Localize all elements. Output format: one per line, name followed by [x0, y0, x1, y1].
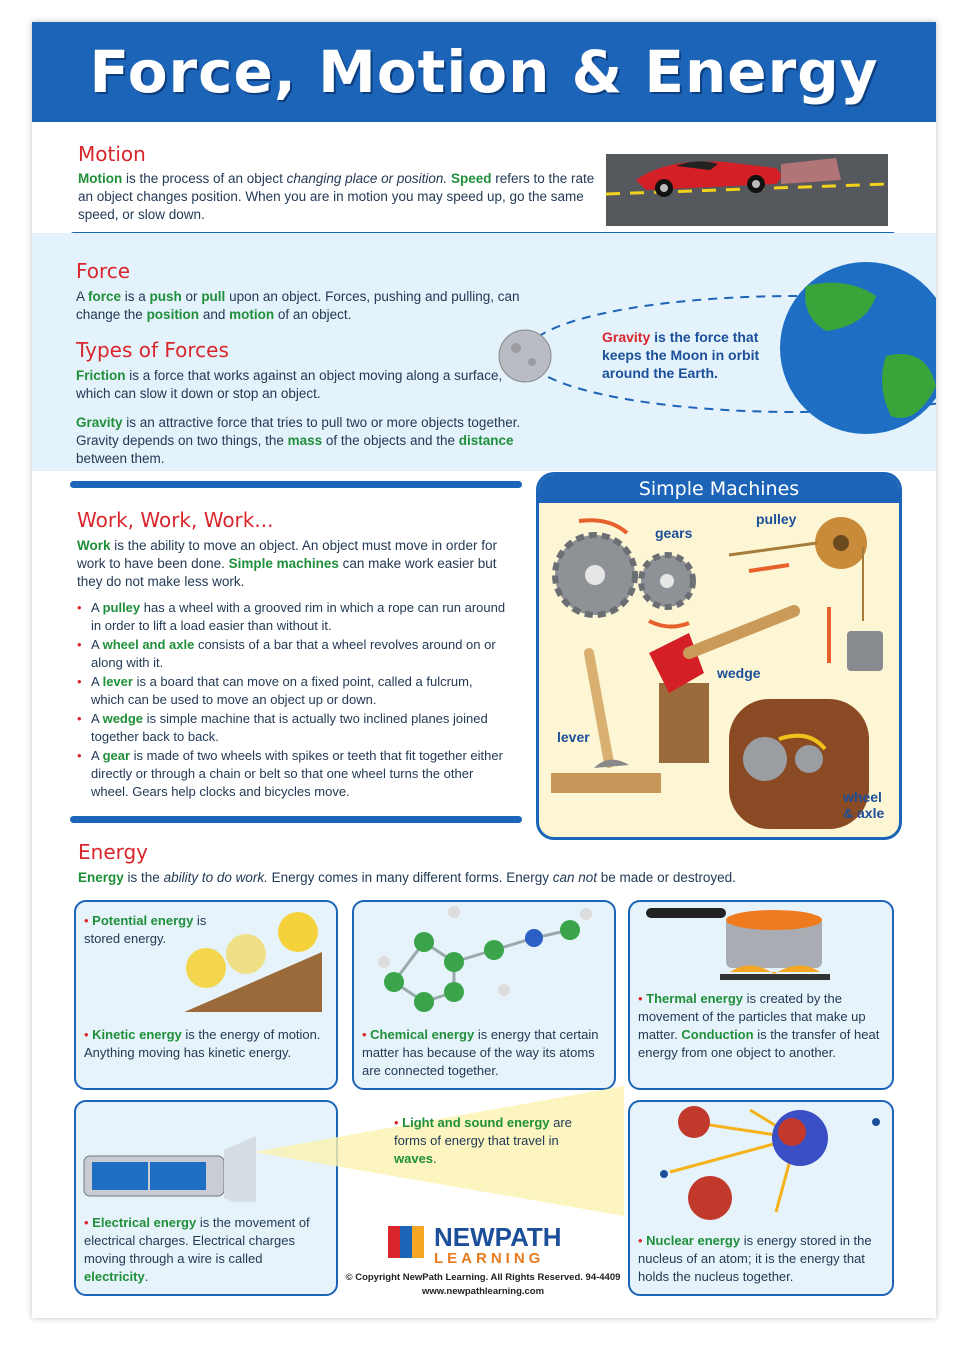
label-wedge: wedge	[717, 665, 761, 681]
list-item: • A wheel and axle consists of a bar that a wheel revolves around on or along with it.	[77, 636, 507, 672]
label-axle: & axle	[843, 805, 885, 821]
gravity-note: Gravity is the force that keeps the Moon in orbit around the Earth.	[602, 329, 760, 381]
list-item: • A pulley has a wheel with a grooved rim in which a rope can run around in order to lift a load easier than without it.	[77, 599, 507, 635]
types-heading: Types of Forces	[76, 338, 229, 362]
kinetic-text: • Kinetic energy is the energy of motion. Anything moving has kinetic energy.	[84, 1027, 321, 1060]
list-item: • A lever is a board that can move on a fixed point, called a fulcrum, which can be used to move an object up or down.	[77, 673, 507, 709]
nuclear-fission-illustration	[630, 1102, 892, 1222]
section-divider-3	[70, 816, 522, 823]
section-divider-2	[70, 481, 522, 488]
thermal-text: • Thermal energy is created by the movement of the particles that make up matter. Conduction is the transfer of heat energy from one object to another.	[638, 991, 880, 1060]
label-wheel: wheel	[843, 789, 882, 805]
nuclear-text: • Nuclear energy is energy stored in the nucleus of an atom; it is the energy that holds the nucleus together.	[638, 1233, 872, 1284]
energy-section	[78, 840, 898, 887]
light-sound-text: • Light and sound energy are forms of energy that travel in waves.	[394, 1115, 572, 1166]
label-gears: gears	[655, 525, 693, 541]
electrical-text: • Electrical energy is the movement of electrical charges. Electrical charges moving through a wire is called electricity.	[84, 1215, 310, 1284]
friction-text: Friction is a force that works against an object moving along a surface, which can slow it down or stop an object.	[76, 368, 503, 401]
copyright: © Copyright NewPath Learning. All Rights Reserved. 94-4409	[345, 1272, 621, 1283]
potential-text: • Potential energy is stored energy.	[84, 913, 207, 946]
label-pulley: pulley	[756, 511, 797, 527]
logo-newpath: NEWPATH	[434, 1222, 562, 1252]
force-heading: Force	[76, 259, 131, 283]
simple-machines-heading: Simple Machines	[539, 475, 899, 503]
list-item: • A gear is made of two wheels with spikes or teeth that fit together either directly or through a chain or belt so that one wheel turns the other wheel. Gears help clocks and bicycles move.	[77, 747, 507, 801]
molecule-illustration	[354, 902, 614, 1022]
race-car-illustration	[606, 154, 888, 226]
motion-section	[78, 142, 598, 224]
logo-learning: LEARNING	[434, 1250, 545, 1267]
thermal-box	[628, 900, 894, 1090]
simple-machines-panel	[536, 472, 902, 840]
title-banner	[32, 22, 936, 122]
work-section	[77, 508, 507, 802]
cooking-pot-illustration	[630, 902, 892, 988]
gravity-text: Gravity is an attractive force that tries to pull two or more objects together. Gravity depends on two things, the mass of the objects and the distance between them.	[76, 415, 521, 466]
force-section	[76, 259, 526, 468]
motion-text: Motion is the process of an object changing place or position. Speed refers to the rate an object changes position. When you are in motion you may speed up, go the same speed, or slow down.	[78, 171, 595, 222]
work-text: Work is the ability to move an object. An object must move in order for work to have been done. Simple machines can make work easier but they do not make less work.	[77, 538, 497, 589]
energy-heading: Energy	[78, 840, 149, 864]
energy-text: Energy is the ability to do work. Energy comes in many different forms. Energy can not be made or destroyed.	[78, 870, 736, 885]
motion-heading: Motion	[78, 142, 146, 166]
list-item: • A wedge is simple machine that is actually two inclined planes joined together back to back.	[77, 710, 507, 746]
label-lever: lever	[557, 729, 590, 745]
work-heading: Work, Work, Work...	[77, 508, 274, 532]
chemical-box	[352, 900, 616, 1090]
book-logo-icon	[386, 1222, 430, 1262]
website-url: www.newpathlearning.com	[421, 1286, 545, 1297]
nuclear-box	[628, 1100, 894, 1296]
potential-kinetic-box	[74, 900, 338, 1090]
page-title: Force, Motion & Energy	[89, 38, 879, 106]
chemical-text: • Chemical energy is energy that certain matter has because of the way its atoms are connected together.	[362, 1027, 599, 1078]
force-text: A force is a push or pull upon an object. Forces, pushing and pulling, can change the position and motion of an object.	[76, 289, 520, 322]
simple-machines-list	[77, 599, 507, 801]
